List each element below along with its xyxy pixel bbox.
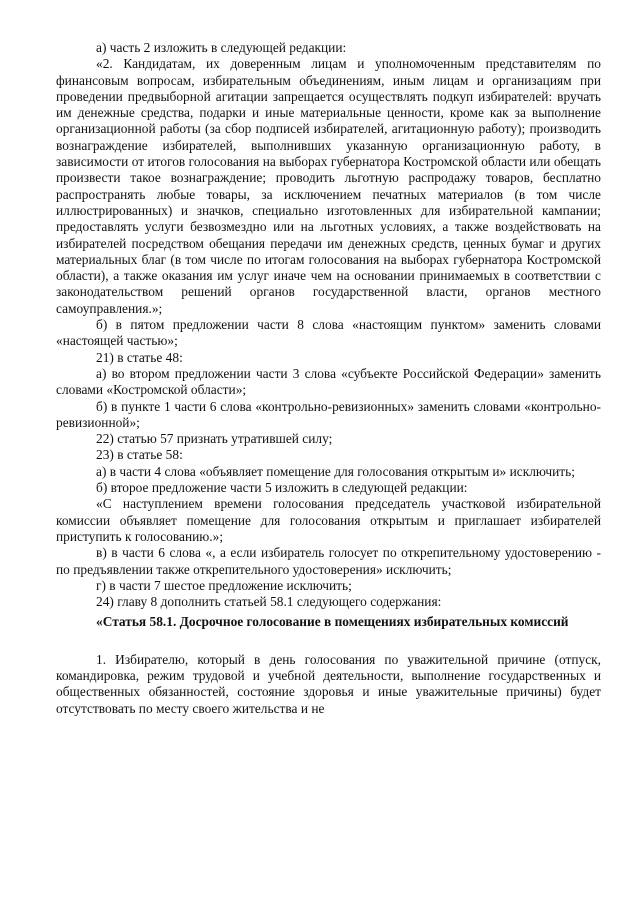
paragraph-a-part3: а) во втором предложении части 3 слова «субъекте Российской Федерации» заменить словами «Костромской области»;: [56, 365, 601, 398]
paragraph-g-part7: г) в части 7 шестое предложение исключить;: [96, 577, 352, 593]
paragraph-item-24: 24) главу 8 дополнить статьей 58.1 следующего содержания:: [96, 594, 442, 610]
spacer: [56, 631, 601, 652]
paragraph-b-part6: б) в пункте 1 части 6 слова «контрольно-ревизионных» заменить словами «контрольно-ревизионной»;: [56, 398, 601, 430]
article-paragraph-1: 1. Избирателю, который в день голосования по уважительной причине (отпуск, командировка, режим трудовой и учебной деятельности, выполнение государственных и общественных обязанностей, состояние здоровья и иные уважительные причины) будет отсутствовать по месту своего жительства и не: [56, 651, 601, 716]
article-title: «Статья 58.1. Досрочное голосование в помещениях избирательных комиссий: [96, 614, 569, 630]
paragraph-b-part8: б) в пятом предложении части 8 слова «настоящим пунктом» заменить словами «настоящей частью»;: [56, 317, 601, 349]
paragraph-item-21: 21) в статье 48:: [96, 349, 183, 365]
document-page: [56, 40, 601, 717]
paragraph-item-23: 23) в статье 58:: [96, 447, 183, 463]
paragraph-a-part2: а) часть 2 изложить в следующей редакции:: [96, 40, 347, 55]
paragraph-quoted-part5: «С наступлением времени голосования председатель участковой избирательной комиссии объявляет помещение для голосования открытым и приглашает избирателей приступить к голосованию.»;: [56, 496, 601, 544]
paragraph-v-part6: в) в части 6 слова «, а если избиратель голосует по открепительному удостоверению - по предъявлении также открепительного удостоверения» исключить;: [56, 545, 601, 577]
paragraph-quoted-part2: «2. Кандидатам, их доверенным лицам и уполномоченным представителям по финансовым вопросам, избирательным объединениям, иным лицам и организациям при проведении предвыборной агитации запрещается осуществлять подкуп избирателей: вручать им денежные средства, подарки и иные материальные ценности, кроме как за выполнение организационной работы (за сбор подписей избирателей, агитационную работу); производить вознаграждение избирателей, выполнивших указанную организационную работу, в зависимости от итогов голосования на выборах губернатора Костромской области или обещать произвести такое вознаграждение; проводить льготную распродажу товаров, бесплатно распространять любые товары, за исключением печатных материалов (в том числе иллюстрированных) и значков, специально изготовленных для избирательной кампании; предоставлять услуги безвозмездно или на льготных условиях, а также воздействовать на избирателей посредством обещания передачи им денежных средств, ценных бумаг и других материальных благ (в том числе по итогам голосования на выборах губернатора Костромской области), а также оказания им услуг иначе чем на основании принимаемых в соответствии с законодательством решений органов государственной власти, органов местного самоуправления.»;: [56, 56, 601, 316]
paragraph-b-part5: б) второе предложение части 5 изложить в следующей редакции:: [96, 480, 468, 496]
paragraph-a-part4: а) в части 4 слова «объявляет помещение для голосования открытым и» исключить;: [96, 463, 575, 479]
paragraph-item-22: 22) статью 57 признать утратившей силу;: [96, 431, 333, 447]
